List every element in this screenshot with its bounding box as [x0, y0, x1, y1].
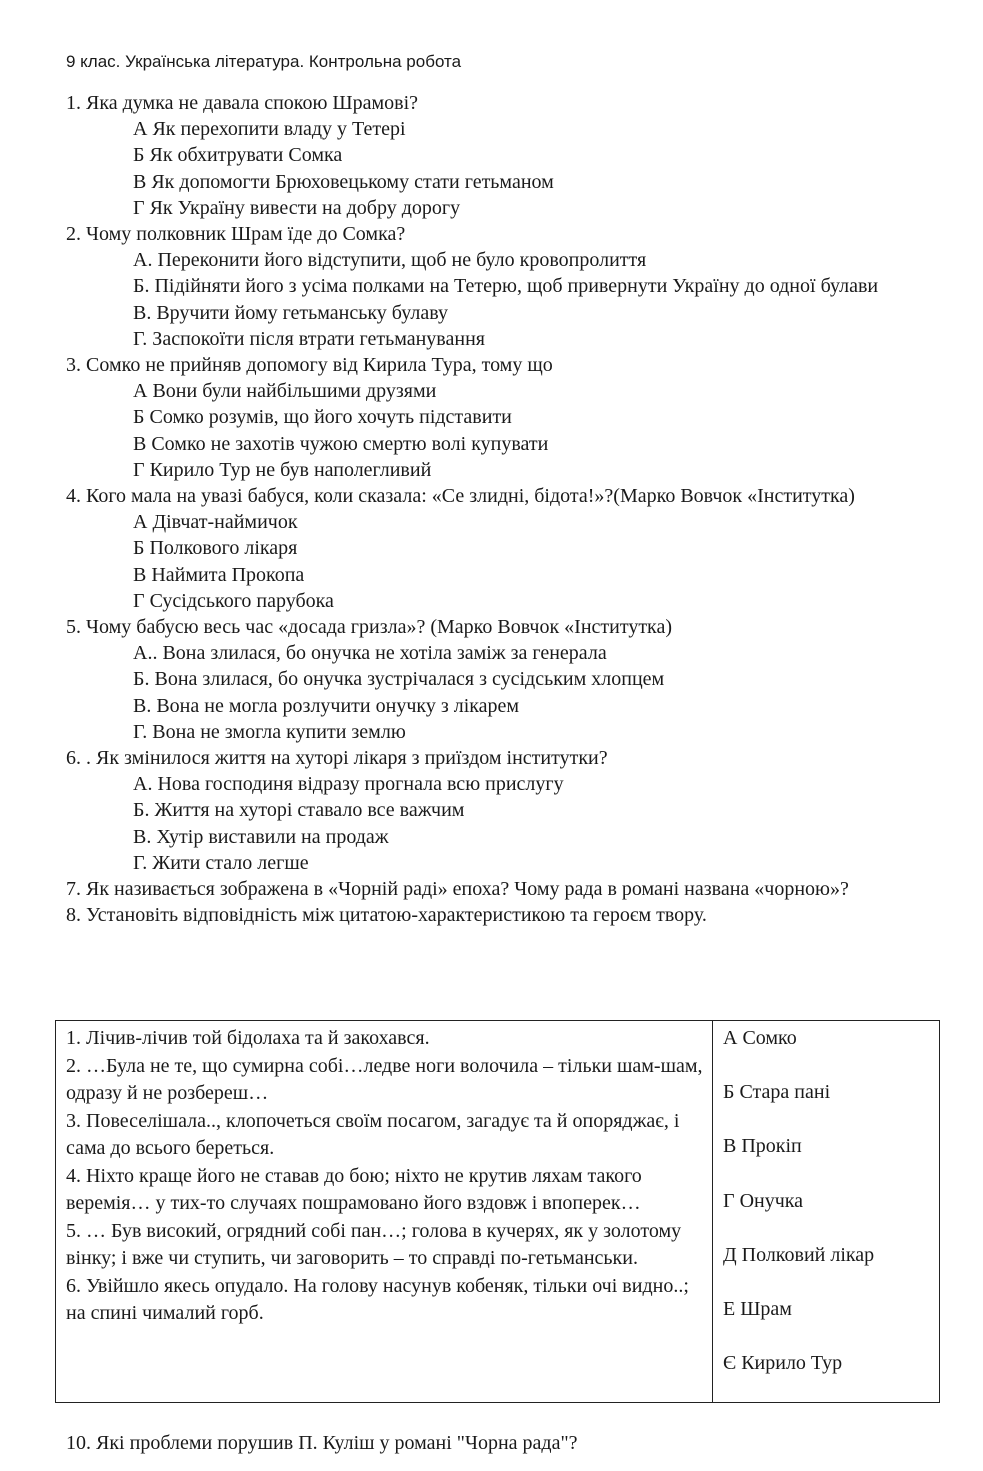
answer-option: В Сомко не захотів чужою смертю волі купувати [133, 432, 549, 455]
answer-option: Г. Жити стало легше [133, 851, 309, 874]
hero-option: В Прокіп [723, 1135, 802, 1158]
answer-option: А Вони були найбільшими друзями [133, 380, 437, 403]
question-text: 3. Сомко не прийняв допомогу від Кирила Тура, тому що [66, 354, 553, 377]
answer-option: В. Вона не могла розлучити онучку з лікарем [133, 694, 520, 717]
column-divider [712, 1021, 713, 1402]
question-10: 10. Які проблеми порушив П. Куліш у романі "Чорна рада"? [66, 1432, 578, 1454]
answer-option: Г Кирило Тур не був наполегливий [133, 458, 432, 481]
question-text: 7. Як називається зображена в «Чорній раді» епоха? Чому рада в романі названа «чорною»? [66, 878, 849, 901]
answer-option: Г Сусідського парубока [133, 589, 334, 612]
answer-option: Г Як Україну вивести на добру дорогу [133, 196, 461, 219]
hero-option: Е Шрам [723, 1297, 792, 1320]
answer-option: Б Полкового лікаря [133, 537, 298, 560]
answer-option: В. Хутір виставили на продаж [133, 825, 389, 848]
quote-cell: 5. … Був високий, огрядний собі пан…; голова в кучерях, як у золотому вінку; і вже чи ступить, чи заговорить – то справді по-гетьманськи. [66, 1219, 682, 1269]
hero-option: Є Кирило Тур [723, 1352, 843, 1375]
hero-option: Б Стара пані [723, 1081, 831, 1104]
quotes-column [66, 1025, 706, 1328]
question-text: 4. Кого мала на увазі бабуся, коли сказала: «Се злидні, бідота!»?(Марко Вовчок «Інститутка) [66, 485, 855, 508]
question-text: 8. Установіть відповідність між цитатою-характеристикою та героєм твору. [66, 904, 707, 927]
quote-cell: 1. Лічив-лічив той бідолаха та й закохався. [66, 1027, 430, 1049]
heroes-column [723, 1025, 874, 1404]
question-text: 1. Яка думка не давала спокою Шрамові? [66, 92, 419, 114]
hero-option: Г Онучка [723, 1189, 804, 1212]
question-text: 6. . Як змінилося життя на хуторі лікаря з приїздом інститутки? [66, 747, 608, 770]
quote-cell: 2. …Була не те, що сумирна собі…ледве ноги волочила – тільки шам-шам, одразу й не розбереш… [66, 1054, 703, 1104]
answer-option: В Як допомогти Брюховецькому стати гетьманом [133, 170, 554, 193]
answer-option: Б Як обхитрувати Сомка [133, 144, 343, 167]
answer-option: Г. Вона не змогла купити землю [133, 720, 406, 743]
answer-option: А Дівчат-наймичок [133, 511, 298, 534]
answer-option: Г. Заспокоїти після втрати гетьманування [133, 327, 485, 350]
answer-option: Б. Підійняти його з усіма полками на Тетерю, щоб привернути Україну до одної булави [133, 275, 879, 298]
quote-cell: 6. Увійшло якесь опудало. На голову насунув кобеняк, тільки очі видно..; на спині чималий горб. [66, 1274, 689, 1324]
hero-option: А Сомко [723, 1027, 797, 1049]
question-text: 2. Чому полковник Шрам їде до Сомка? [66, 223, 406, 246]
hero-option: Д Полковий лікар [723, 1243, 875, 1266]
page-title: 9 клас. Українська література. Контрольна робота [66, 52, 462, 71]
answer-option: А. Нова господиня відразу прогнала всю прислугу [133, 773, 564, 796]
quote-cell: 4. Ніхто краще його не ставав до бою; ніхто не крутив ляхам такого веремія… у тих-то случаях пошрамовано його вздовж і впоперек… [66, 1164, 642, 1214]
answer-option: Б. Життя на хуторі ставало все важчим [133, 799, 465, 822]
questions-list [66, 90, 936, 929]
answer-option: А.. Вона злилася, бо онучка не хотіла заміж за генерала [133, 642, 607, 665]
answer-option: В. Вручити йому гетьманську булаву [133, 301, 448, 324]
answer-option: А Як перехопити владу у Тетері [133, 118, 406, 141]
quote-cell: 3. Повеселішала.., клопочеться своїм посагом, загадує та й опоряджає, і сама до всього береться. [66, 1109, 680, 1159]
question-text: 5. Чому бабусю весь час «досада гризла»? (Марко Вовчок «Інститутка) [66, 616, 673, 639]
answer-option: А. Переконити його відступити, щоб не було кровопролиття [133, 249, 647, 272]
matching-table [55, 1020, 940, 1403]
answer-option: Б Сомко розумів, що його хочуть підставити [133, 406, 512, 429]
answer-option: В Наймита Прокопа [133, 563, 305, 586]
answer-option: Б. Вона злилася, бо онучка зустрічалася з сусідським хлопцем [133, 668, 665, 691]
